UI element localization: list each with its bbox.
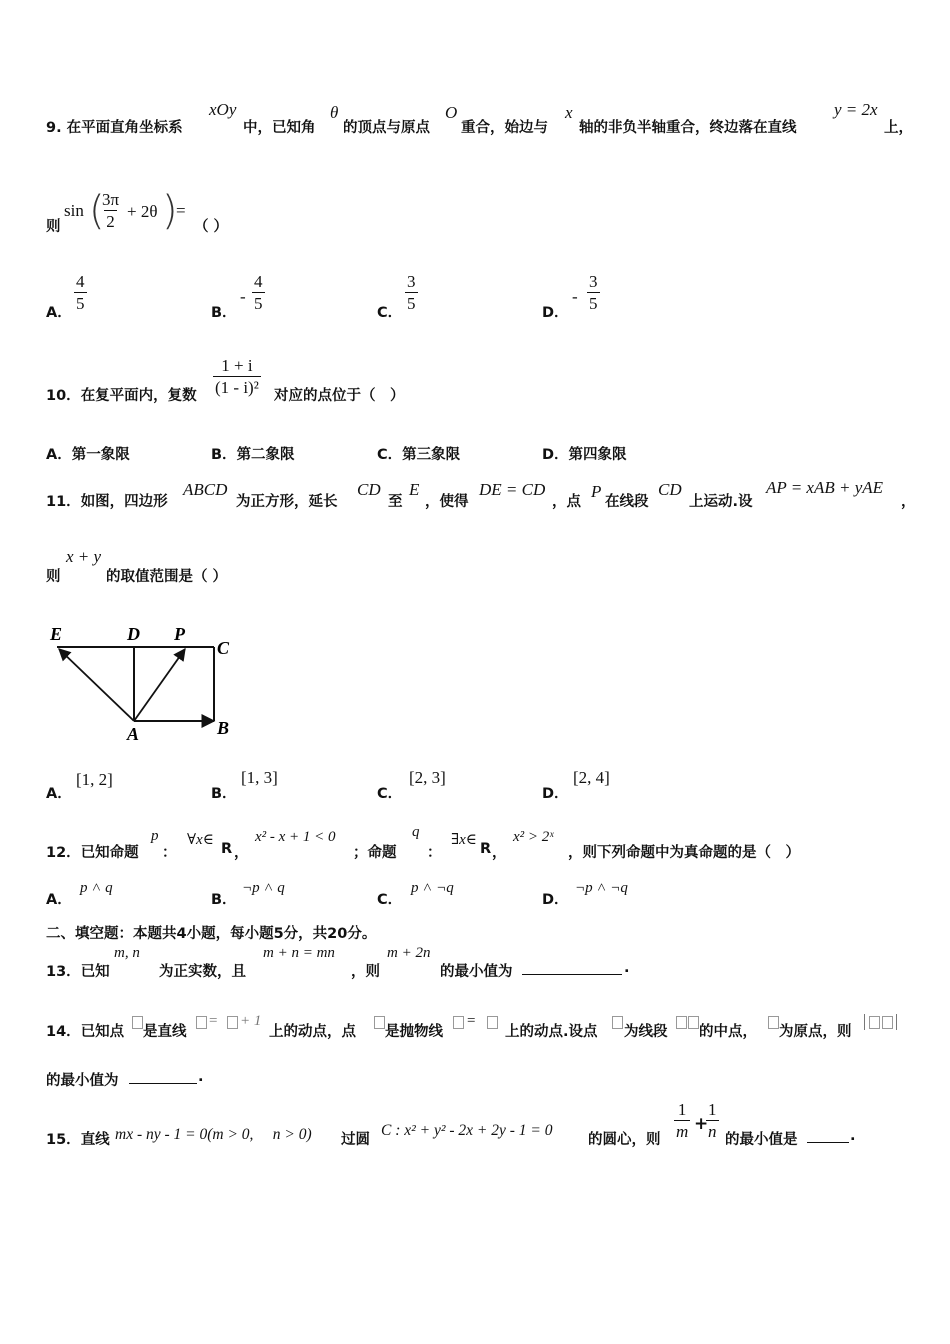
q12-option-d-label[interactable]: D． bbox=[542, 892, 569, 908]
q9-fraction: $\frac{3\pi}{2}$ bbox=[102, 190, 120, 231]
q14-answer-blank[interactable] bbox=[129, 1069, 197, 1084]
q9-sin: sin bbox=[64, 201, 84, 220]
missing-glyph-icon bbox=[132, 1016, 143, 1029]
q9-option-a-frac[interactable]: $\frac{4}{5}$ bbox=[76, 272, 85, 313]
q15-fraction-2: $\frac{1}{n}$ bbox=[708, 1100, 717, 1141]
missing-glyph-icon bbox=[487, 1016, 498, 1029]
vector-ap bbox=[134, 649, 185, 721]
q12-option-c-value[interactable]: p ˄ ¬q bbox=[411, 880, 454, 896]
q9-option-d-label[interactable]: D． bbox=[542, 305, 569, 321]
q12-option-d-value[interactable]: ¬p ˄ ¬q bbox=[575, 880, 628, 896]
q12-option-c-label[interactable]: C． bbox=[377, 892, 403, 908]
q10-option-c[interactable]: C．第三象限 bbox=[377, 447, 461, 463]
label-e: E bbox=[50, 624, 63, 644]
q12-line1: 12．已知命题 bbox=[46, 845, 139, 861]
q14-number: 14． bbox=[46, 1024, 81, 1040]
q13-answer-blank[interactable] bbox=[522, 960, 622, 975]
q15-line: 15．直线 bbox=[46, 1132, 110, 1148]
label-d: D bbox=[127, 624, 140, 644]
abs-bar-left bbox=[864, 1014, 865, 1030]
q15-fraction-1: $\frac{1}{m}$ bbox=[676, 1100, 689, 1141]
q9-option-c-frac[interactable]: $\frac{3}{5}$ bbox=[407, 272, 416, 313]
q9-option-d-frac[interactable]: $\frac{3}{5}$ bbox=[589, 272, 598, 313]
q9-option-b-frac[interactable]: $\frac{4}{5}$ bbox=[254, 272, 263, 313]
missing-glyph-icon bbox=[612, 1016, 623, 1029]
q12-option-a-value[interactable]: p ˄ q bbox=[80, 880, 113, 896]
q11-square-figure bbox=[40, 620, 250, 750]
vector-ae bbox=[59, 649, 134, 721]
label-a: A bbox=[127, 724, 140, 744]
q11-line1: 11．如图，四边形 bbox=[46, 494, 168, 510]
section-title: 二、填空题：本题共4小题，每小题5分，共20分。 bbox=[46, 926, 377, 942]
label-p: P bbox=[174, 624, 185, 644]
missing-glyph-icon bbox=[453, 1016, 464, 1029]
q10-line1: 10．在复平面内，复数 bbox=[46, 388, 197, 404]
q10-option-a[interactable]: A．第一象限 bbox=[46, 447, 130, 463]
q12-number: 12． bbox=[46, 845, 81, 861]
q9-xoy: xOy bbox=[209, 100, 237, 119]
q9-line1: 9. 在平面直角坐标系 bbox=[46, 120, 183, 136]
q13-line: 13．已知 bbox=[46, 964, 110, 980]
q15-answer-blank[interactable] bbox=[807, 1128, 849, 1143]
q9-option-c-label[interactable]: C． bbox=[377, 305, 403, 321]
q9-option-a-label[interactable]: A． bbox=[46, 305, 72, 321]
q9-number: 9. bbox=[46, 120, 62, 136]
missing-glyph-icon bbox=[676, 1016, 687, 1029]
q13-number: 13． bbox=[46, 964, 81, 980]
q12-option-b-value[interactable]: ¬p ˄ q bbox=[242, 880, 285, 896]
label-c: C bbox=[217, 638, 230, 658]
missing-glyph-icon bbox=[768, 1016, 779, 1029]
q11-option-d-value[interactable]: [2, 4] bbox=[573, 768, 610, 787]
q11-option-c-label[interactable]: C． bbox=[377, 786, 403, 802]
q11-option-b-label[interactable]: B． bbox=[211, 786, 237, 802]
q11-option-a-label[interactable]: A． bbox=[46, 786, 72, 802]
q11-option-c-value[interactable]: [2, 3] bbox=[409, 768, 446, 787]
q12-option-a-label[interactable]: A． bbox=[46, 892, 72, 908]
q9-right-paren: ) bbox=[162, 188, 178, 234]
q10-number: 10． bbox=[46, 388, 81, 404]
missing-glyph-icon bbox=[688, 1016, 699, 1029]
q11-number: 11． bbox=[46, 494, 81, 510]
missing-glyph-icon bbox=[227, 1016, 238, 1029]
q12-option-b-label[interactable]: B． bbox=[211, 892, 237, 908]
q9-left-paren: ( bbox=[89, 188, 105, 234]
label-b: B bbox=[217, 718, 230, 738]
abs-bar-right bbox=[896, 1014, 897, 1030]
missing-glyph-icon bbox=[869, 1016, 880, 1029]
missing-glyph-icon bbox=[882, 1016, 893, 1029]
q15-number: 15． bbox=[46, 1132, 81, 1148]
q11-option-a-value[interactable]: [1, 2] bbox=[76, 770, 113, 789]
q11-option-d-label[interactable]: D． bbox=[542, 786, 569, 802]
q10-option-b[interactable]: B．第二象限 bbox=[211, 447, 295, 463]
missing-glyph-icon bbox=[196, 1016, 207, 1029]
q11-option-b-value[interactable]: [1, 3] bbox=[241, 768, 278, 787]
missing-glyph-icon bbox=[374, 1016, 385, 1029]
q9-option-b-label[interactable]: B． bbox=[211, 305, 237, 321]
q10-fraction: $\frac{1 + i}{\text{(1 - i)²}}$ bbox=[215, 356, 259, 397]
q14-line1: 14．已知点 bbox=[46, 1024, 125, 1040]
q10-option-d[interactable]: D．第四象限 bbox=[542, 447, 627, 463]
